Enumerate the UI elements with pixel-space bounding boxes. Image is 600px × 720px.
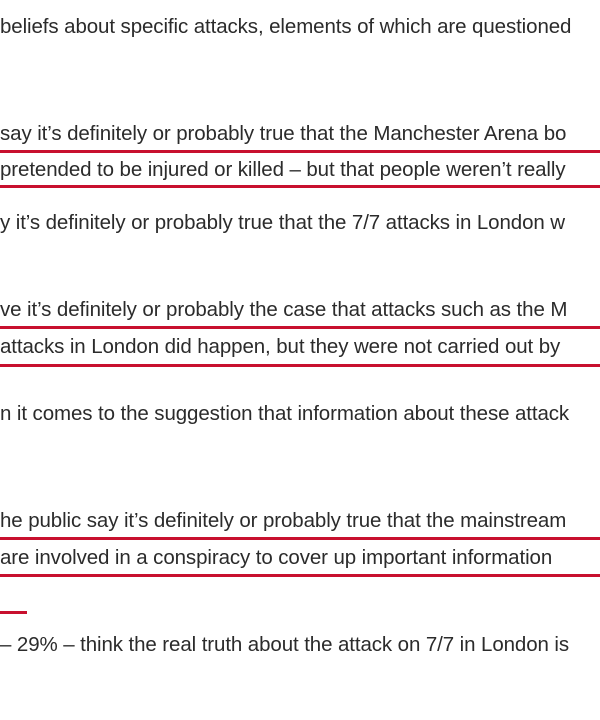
text-line-9: are involved in a conspiracy to cover up important information [0, 546, 553, 569]
short-red-rule [0, 611, 27, 614]
highlight-underline [0, 537, 600, 540]
highlight-underline [0, 326, 600, 329]
text-line-2: say it’s definitely or probably true that the Manchester Arena bo [0, 122, 567, 145]
text-line-10: – 29% – think the real truth about the attack on 7/7 in London is [0, 633, 570, 656]
highlight-underline [0, 364, 600, 367]
text-line-4: y it’s definitely or probably true that the 7/7 attacks in London w [0, 211, 565, 234]
text-line-3: pretended to be injured or killed – but that people weren’t really [0, 158, 566, 181]
text-line-8: he public say it’s definitely or probably true that the mainstream [0, 509, 567, 532]
text-line-6: attacks in London did happen, but they were not carried out by [0, 335, 561, 358]
text-line-7: n it comes to the suggestion that information about these attack [0, 402, 570, 425]
text-line-5: ve it’s definitely or probably the case that attacks such as the M [0, 298, 568, 321]
highlight-underline [0, 574, 600, 577]
highlight-underline [0, 185, 600, 188]
highlight-underline [0, 150, 600, 153]
text-line-1: beliefs about specific attacks, elements of which are questioned [0, 15, 572, 38]
